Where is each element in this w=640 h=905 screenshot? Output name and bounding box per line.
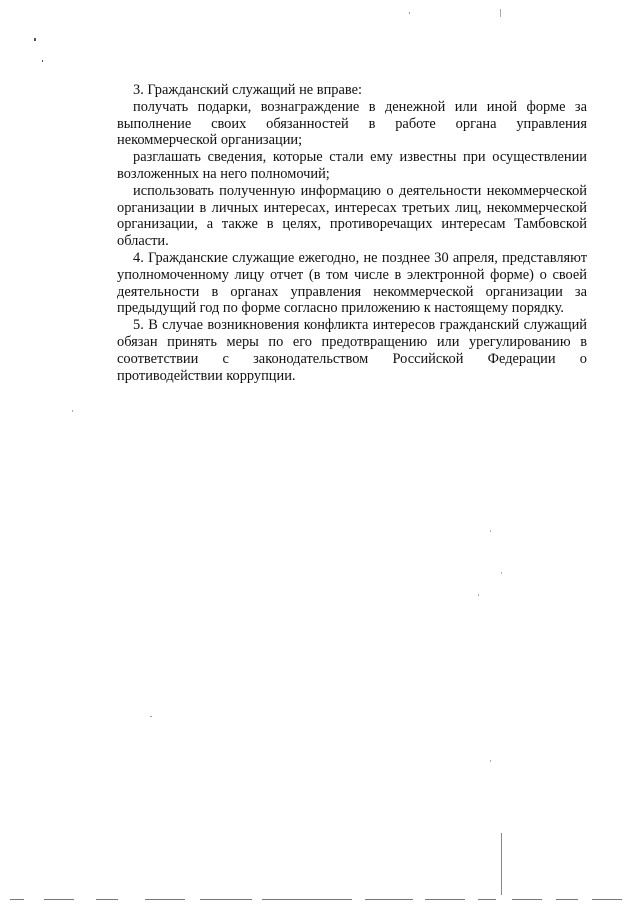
clause-5-conflict-of-interest: 5. В случае возникновения конфликта интересов гражданский служащий обязан принять меры по его предотвращению или урегулированию в соответствии с законодательством Российской Федерации о противодействии коррупции. bbox=[117, 317, 587, 384]
scan-edge bbox=[10, 899, 24, 900]
scan-edge bbox=[44, 899, 74, 900]
scan-edge bbox=[512, 899, 542, 900]
clause-4-annual-report: 4. Гражданские служащие ежегодно, не позднее 30 апреля, представляют уполномоченному лицу отчет (в том числе в электронной форме) о своей деятельности в органах управления некоммерческой организации за предыдущий год по форме согласно приложению к настоящему порядку. bbox=[117, 249, 587, 317]
scan-edge bbox=[262, 899, 352, 900]
scan-line bbox=[501, 833, 502, 895]
scan-edge bbox=[365, 899, 413, 900]
clause-3-item-information-use: использовать полученную информацию о деятельности некоммерческой организации в личных интересах, интересах третьих лиц, некоммерческой организации, а также в целях, противоречащих интересам Тамбовской области. bbox=[117, 182, 587, 250]
document-body bbox=[117, 82, 587, 384]
scan-speck bbox=[490, 530, 491, 532]
clause-3-heading: 3. Гражданский служащий не вправе: bbox=[133, 82, 362, 98]
scan-speck bbox=[501, 572, 502, 574]
scan-line bbox=[500, 9, 501, 17]
scan-edge bbox=[96, 899, 118, 900]
scan-edge bbox=[556, 899, 578, 900]
scan-edge bbox=[478, 899, 496, 900]
scan-speck bbox=[72, 410, 73, 412]
scan-speck bbox=[34, 38, 36, 41]
scan-speck bbox=[150, 716, 152, 717]
scan-edge bbox=[200, 899, 252, 900]
scan-edge bbox=[425, 899, 465, 900]
scan-edge bbox=[592, 899, 622, 900]
clause-3-item-disclosure: разглашать сведения, которые стали ему известны при осуществлении возложенных на него полномочий; bbox=[117, 149, 587, 182]
scan-edge bbox=[145, 899, 185, 900]
scan-speck bbox=[409, 12, 410, 14]
scan-speck bbox=[478, 594, 479, 596]
clause-3-item-gifts: получать подарки, вознаграждение в денежной или иной форме за выполнение своих обязанностей в работе органа управления некоммерческой организации; bbox=[117, 98, 587, 149]
scan-speck bbox=[490, 760, 491, 762]
scan-speck bbox=[42, 60, 43, 62]
